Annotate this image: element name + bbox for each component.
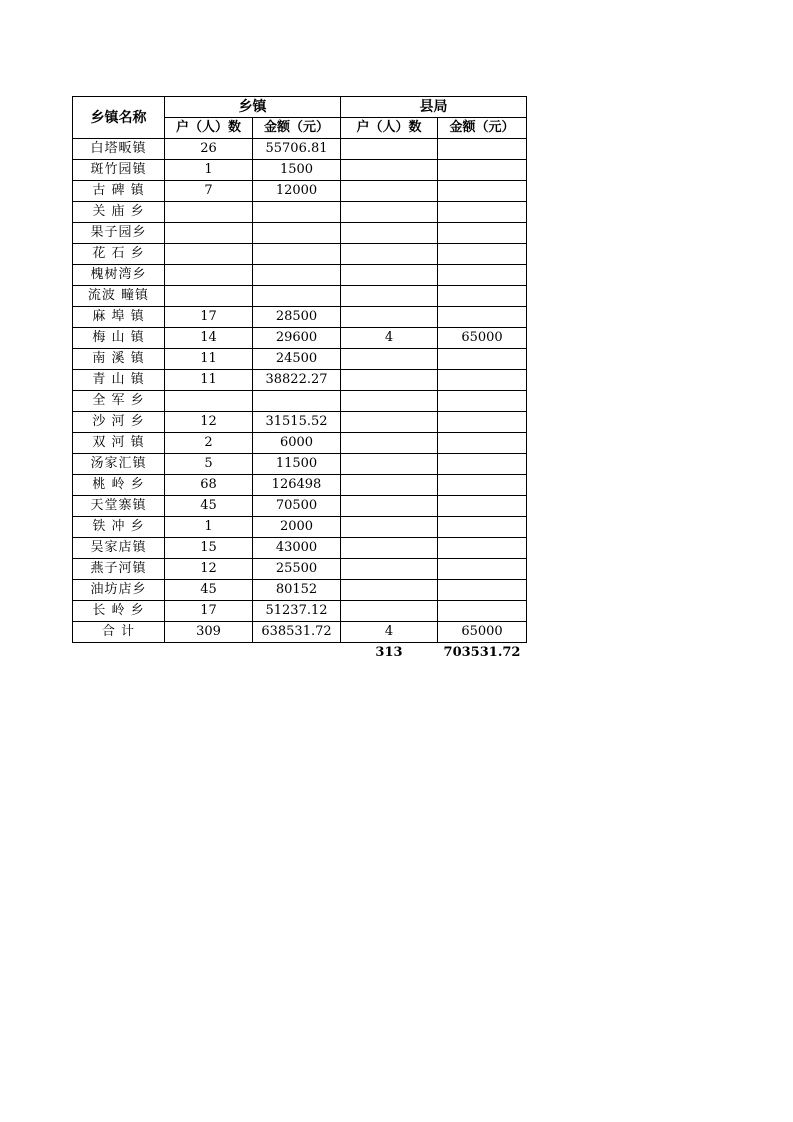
grand-total-spacer [253, 643, 341, 664]
table-row [73, 454, 527, 475]
cell-county-amount [438, 160, 527, 181]
table-row [73, 559, 527, 580]
cell-township-name: 槐树湾乡 [73, 265, 165, 286]
cell-county-amount [438, 475, 527, 496]
cell-county-amount [438, 454, 527, 475]
cell-county-amount [438, 412, 527, 433]
cell-township-amount: 38822.27 [253, 370, 341, 391]
cell-county-count [341, 391, 438, 412]
cell-township-count [165, 265, 253, 286]
table-row [73, 181, 527, 202]
cell-county-amount [438, 370, 527, 391]
header-township-amount: 金额（元） [253, 118, 341, 139]
cell-county-count [341, 517, 438, 538]
cell-township-name: 双 河 镇 [73, 433, 165, 454]
cell-county-count [341, 265, 438, 286]
cell-township-amount: 31515.52 [253, 412, 341, 433]
table-row [73, 517, 527, 538]
table-row [73, 139, 527, 160]
cell-county-count [341, 496, 438, 517]
header-county-amount: 金额（元） [438, 118, 527, 139]
table-row [73, 370, 527, 391]
header-township-count: 户（人）数 [165, 118, 253, 139]
cell-county-count [341, 139, 438, 160]
cell-township-amount [253, 265, 341, 286]
cell-county-amount [438, 202, 527, 223]
cell-township-name: 麻 埠 镇 [73, 307, 165, 328]
cell-county-amount [438, 538, 527, 559]
total-county-count: 4 [341, 622, 438, 643]
total-township-count: 309 [165, 622, 253, 643]
cell-township-amount: 29600 [253, 328, 341, 349]
cell-township-count: 11 [165, 349, 253, 370]
cell-township-amount: 11500 [253, 454, 341, 475]
cell-township-count: 12 [165, 559, 253, 580]
cell-county-amount [438, 223, 527, 244]
table-row [73, 475, 527, 496]
cell-township-count: 17 [165, 307, 253, 328]
cell-township-count [165, 202, 253, 223]
cell-township-amount [253, 202, 341, 223]
table-body [73, 139, 527, 622]
cell-township-amount: 51237.12 [253, 601, 341, 622]
cell-county-amount [438, 265, 527, 286]
cell-township-name: 吴家店镇 [73, 538, 165, 559]
cell-county-count [341, 433, 438, 454]
table-row [73, 307, 527, 328]
cell-township-amount [253, 244, 341, 265]
table-row [73, 223, 527, 244]
cell-township-count: 12 [165, 412, 253, 433]
relief-table [72, 96, 527, 663]
cell-township-amount: 55706.81 [253, 139, 341, 160]
cell-county-count [341, 580, 438, 601]
cell-township-name: 流波 疃镇 [73, 286, 165, 307]
cell-township-amount: 6000 [253, 433, 341, 454]
table-row [73, 580, 527, 601]
cell-county-amount [438, 517, 527, 538]
cell-township-count: 14 [165, 328, 253, 349]
cell-township-count: 7 [165, 181, 253, 202]
cell-county-count [341, 370, 438, 391]
cell-township-amount: 12000 [253, 181, 341, 202]
cell-county-count [341, 181, 438, 202]
cell-township-amount [253, 391, 341, 412]
cell-township-name: 燕子河镇 [73, 559, 165, 580]
cell-township-name: 古 碑 镇 [73, 181, 165, 202]
cell-township-count: 2 [165, 433, 253, 454]
grand-total-amount: 703531.72 [443, 645, 521, 660]
cell-county-count [341, 601, 438, 622]
cell-township-count [165, 391, 253, 412]
cell-county-amount [438, 139, 527, 160]
table-row [73, 496, 527, 517]
cell-county-amount [438, 559, 527, 580]
header-county-count: 户（人）数 [341, 118, 438, 139]
cell-county-count [341, 244, 438, 265]
cell-county-amount [438, 433, 527, 454]
cell-county-count [341, 286, 438, 307]
table-row [73, 601, 527, 622]
grand-total-row [73, 643, 527, 664]
cell-township-amount: 126498 [253, 475, 341, 496]
table-row [73, 328, 527, 349]
cell-county-count [341, 223, 438, 244]
cell-township-count: 68 [165, 475, 253, 496]
cell-county-amount [438, 496, 527, 517]
cell-township-name: 花 石 乡 [73, 244, 165, 265]
cell-township-amount: 28500 [253, 307, 341, 328]
cell-county-count [341, 454, 438, 475]
cell-township-name: 全 军 乡 [73, 391, 165, 412]
cell-township-amount [253, 223, 341, 244]
cell-county-count [341, 559, 438, 580]
table-row [73, 538, 527, 559]
header-group-county: 县局 [341, 97, 527, 118]
total-label: 合 计 [73, 622, 165, 643]
table-row [73, 349, 527, 370]
grand-total-spacer [73, 643, 165, 664]
cell-township-count: 1 [165, 160, 253, 181]
cell-township-count: 17 [165, 601, 253, 622]
cell-township-count: 45 [165, 496, 253, 517]
cell-township-name: 梅 山 镇 [73, 328, 165, 349]
grand-total-spacer [165, 643, 253, 664]
cell-county-count [341, 160, 438, 181]
cell-township-count: 1 [165, 517, 253, 538]
cell-county-amount [438, 349, 527, 370]
cell-township-name: 关 庙 乡 [73, 202, 165, 223]
cell-county-count [341, 538, 438, 559]
table-row [73, 265, 527, 286]
cell-township-name: 沙 河 乡 [73, 412, 165, 433]
cell-township-count: 11 [165, 370, 253, 391]
cell-township-name: 南 溪 镇 [73, 349, 165, 370]
cell-county-amount [438, 307, 527, 328]
total-row [73, 622, 527, 643]
cell-township-name: 汤家汇镇 [73, 454, 165, 475]
cell-township-name: 白塔畈镇 [73, 139, 165, 160]
cell-county-count [341, 202, 438, 223]
cell-township-count: 26 [165, 139, 253, 160]
cell-township-amount: 43000 [253, 538, 341, 559]
table-row [73, 286, 527, 307]
cell-township-amount: 2000 [253, 517, 341, 538]
cell-township-count [165, 244, 253, 265]
relief-table-sheet [72, 96, 527, 663]
grand-total-count: 313 [375, 645, 403, 660]
header-group-township: 乡镇 [165, 97, 341, 118]
cell-county-count: 4 [341, 328, 438, 349]
header-township-name: 乡镇名称 [73, 97, 165, 139]
cell-township-name: 桃 岭 乡 [73, 475, 165, 496]
cell-county-amount [438, 580, 527, 601]
cell-county-count [341, 349, 438, 370]
cell-township-name: 斑竹园镇 [73, 160, 165, 181]
cell-township-count: 15 [165, 538, 253, 559]
table-row [73, 412, 527, 433]
cell-township-name: 青 山 镇 [73, 370, 165, 391]
cell-township-count [165, 223, 253, 244]
cell-county-amount [438, 181, 527, 202]
cell-county-amount [438, 601, 527, 622]
cell-township-amount: 70500 [253, 496, 341, 517]
header-row-1 [73, 97, 527, 118]
cell-township-name: 天堂寨镇 [73, 496, 165, 517]
table-row [73, 433, 527, 454]
cell-township-name: 铁 冲 乡 [73, 517, 165, 538]
cell-township-name: 长 岭 乡 [73, 601, 165, 622]
cell-township-name: 果子园乡 [73, 223, 165, 244]
cell-township-amount [253, 286, 341, 307]
cell-township-amount: 80152 [253, 580, 341, 601]
total-township-amount: 638531.72 [253, 622, 341, 643]
cell-county-amount [438, 244, 527, 265]
cell-township-count [165, 286, 253, 307]
cell-county-amount [438, 286, 527, 307]
table-row [73, 202, 527, 223]
cell-township-amount: 1500 [253, 160, 341, 181]
table-row [73, 391, 527, 412]
table-row [73, 160, 527, 181]
table-row [73, 244, 527, 265]
cell-county-count [341, 307, 438, 328]
cell-county-count [341, 475, 438, 496]
cell-township-count: 45 [165, 580, 253, 601]
cell-township-amount: 25500 [253, 559, 341, 580]
cell-county-amount: 65000 [438, 328, 527, 349]
cell-township-amount: 24500 [253, 349, 341, 370]
cell-township-name: 油坊店乡 [73, 580, 165, 601]
total-county-amount: 65000 [438, 622, 527, 643]
cell-county-count [341, 412, 438, 433]
cell-township-count: 5 [165, 454, 253, 475]
cell-county-amount [438, 391, 527, 412]
